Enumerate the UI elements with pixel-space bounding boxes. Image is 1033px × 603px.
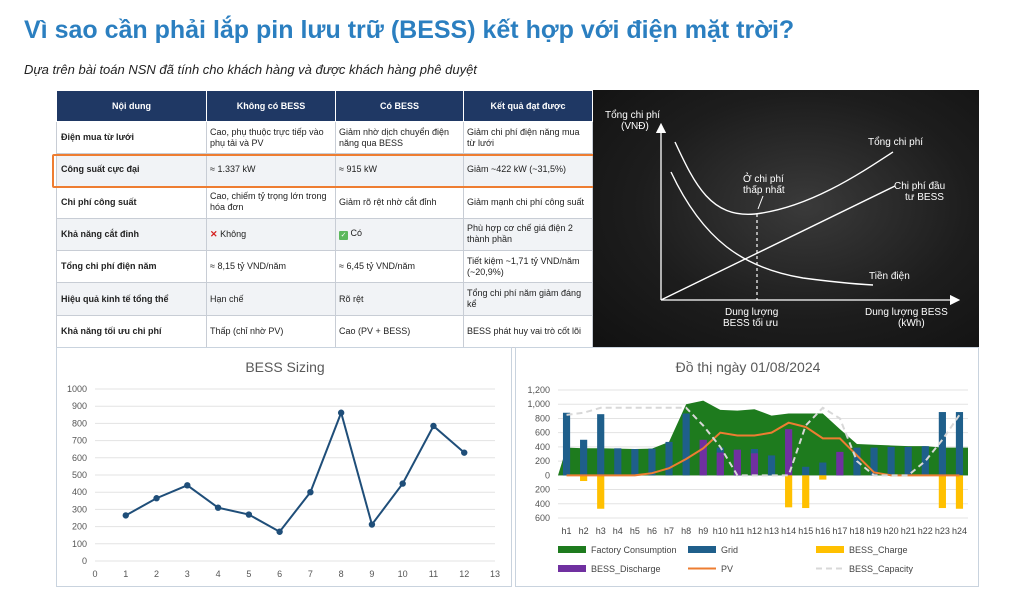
cell-with-bess: Giảm nhờ dịch chuyển điện năng qua BESS	[336, 122, 464, 154]
y-tick-label: 800	[534, 413, 550, 424]
x-tick-label: 9	[369, 569, 375, 579]
x-tick-label: h12	[746, 526, 762, 536]
cell-with-bess	[336, 218, 464, 250]
bess-investment-label: Chi phí đầu	[894, 181, 946, 192]
x-tick-label: 10	[397, 569, 408, 579]
bess-charge-bar	[597, 475, 604, 508]
table-row	[57, 283, 593, 315]
y-tick-label: 1000	[66, 384, 87, 394]
legend-label: BESS_Charge	[849, 545, 908, 555]
cell-with-bess: Rõ rệt	[336, 283, 464, 315]
x-tick-label: h5	[629, 526, 640, 536]
x-tick-label: h10	[712, 526, 728, 536]
data-point	[184, 482, 190, 488]
data-point	[276, 529, 282, 535]
grid-bar	[597, 414, 604, 475]
comparison-table	[56, 90, 593, 348]
y-tick-label: 1,200	[527, 385, 550, 395]
cell-result: Giảm ~422 kW (~31,5%)	[464, 154, 593, 186]
row-label: Chi phí công suất	[57, 186, 207, 218]
y-tick-label: 0	[544, 470, 550, 481]
y-tick-label: 800	[71, 418, 87, 429]
x-tick-label: h14	[781, 526, 797, 536]
grid-bar	[922, 446, 929, 475]
legend-swatch	[558, 546, 586, 553]
cell-result: Giảm chi phí điện năng mua từ lưới	[464, 122, 593, 154]
x-tick-label: 5	[246, 569, 252, 579]
grid-bar	[905, 447, 912, 475]
grid-bar	[802, 467, 809, 476]
y-tick-label: 900	[71, 401, 87, 412]
cell-without-bess: Cao, phụ thuộc trực tiếp vào phụ tải và PV	[207, 122, 336, 154]
y-tick-label: 400	[534, 498, 550, 509]
daily-load-chart	[515, 347, 979, 587]
bess-sizing-chart	[56, 347, 512, 587]
y-tick-label: 600	[534, 513, 550, 523]
y-tick-label: 100	[71, 538, 87, 549]
data-point	[123, 512, 129, 518]
table-row	[57, 251, 593, 283]
legend-label: BESS_Discharge	[591, 564, 661, 574]
data-point	[369, 521, 375, 527]
legend-swatch	[688, 546, 716, 553]
row-label: Công suất cực đại	[57, 154, 207, 186]
bess-charge-bar	[802, 475, 809, 508]
row-label: Tổng chi phí điện năm	[57, 251, 207, 283]
x-axis-unit: (kWh)	[898, 318, 925, 329]
cell-result: Tiết kiệm ~1,71 tỷ VND/năm (~20,9%)	[464, 251, 593, 283]
cell-result: BESS phát huy vai trò cốt lõi	[464, 315, 593, 347]
x-tick-label: 1	[123, 569, 129, 579]
x-tick-label: 8	[338, 569, 344, 579]
data-point	[430, 423, 436, 429]
cross-mark-icon: ✕	[210, 228, 218, 239]
grid-bar	[819, 463, 826, 476]
x-tick-label: h6	[646, 526, 657, 536]
bess-charge-bar	[819, 475, 826, 479]
cost-optimization-diagram	[593, 90, 979, 348]
optimal-capacity-label: Dung lượng	[725, 307, 779, 318]
x-tick-label: h19	[866, 526, 882, 536]
x-tick-label: h2	[578, 526, 589, 536]
bess-charge-bar	[956, 475, 963, 508]
y-tick-label: 500	[71, 470, 87, 480]
x-tick-label: h4	[612, 526, 623, 536]
grid-bar	[580, 440, 587, 476]
cell-without-bess	[207, 218, 336, 250]
header-without-bess: Không có BESS	[207, 91, 336, 122]
table-row	[57, 122, 593, 154]
table-row	[57, 315, 593, 347]
y-tick-label: 300	[71, 504, 87, 515]
y-tick-label: 700	[71, 435, 87, 446]
electricity-cost-label: Tiền điện	[869, 271, 910, 282]
y-tick-label: 400	[71, 487, 87, 498]
data-point	[153, 495, 159, 501]
grid-bar	[665, 442, 672, 475]
bess-discharge-bar	[836, 452, 843, 475]
x-axis-label: Dung lượng BESS	[865, 307, 948, 318]
data-point	[461, 449, 467, 455]
min-cost-arrow	[758, 196, 763, 209]
data-point	[215, 504, 221, 510]
cell-result: Phù hợp cơ chế giá điện 2 thành phần	[464, 218, 593, 250]
x-tick-label: 13	[489, 569, 501, 579]
x-tick-label: h7	[664, 526, 675, 536]
data-point	[399, 480, 405, 486]
row-label: Khả năng cắt đỉnh	[57, 218, 207, 250]
cell-text: Không	[220, 228, 247, 239]
min-cost-label-2: thấp nhất	[743, 185, 785, 196]
legend-swatch	[558, 565, 586, 572]
row-label: Khả năng tối ưu chi phí	[57, 315, 207, 347]
x-tick-label: h22	[917, 526, 933, 536]
legend-label: Grid	[721, 545, 739, 555]
cell-with-bess: Cao (PV + BESS)	[336, 315, 464, 347]
y-axis-unit: (VNĐ)	[621, 121, 649, 132]
cell-without-bess: ≈ 1.337 kW	[207, 154, 336, 186]
grid-bar	[563, 413, 570, 476]
series-line	[126, 413, 464, 532]
cell-without-bess: Cao, chiếm tỷ trọng lớn trong hóa đơn	[207, 186, 336, 218]
header-content: Nội dung	[57, 91, 207, 122]
cell-result: Giảm mạnh chi phí công suất	[464, 186, 593, 218]
y-tick-label: 200	[534, 456, 550, 467]
y-axis-label: Tổng chi phí	[605, 110, 661, 121]
x-tick-label: h23	[934, 526, 950, 536]
x-tick-label: 4	[215, 569, 221, 579]
total-cost-label: Tổng chi phí	[868, 137, 924, 148]
x-tick-label: 3	[184, 569, 190, 579]
data-point	[307, 489, 313, 495]
page-subtitle: Dựa trên bài toán NSN đã tính cho khách hàng và được khách hàng phê duyệt	[24, 62, 477, 77]
x-tick-label: h9	[698, 526, 709, 536]
legend-swatch	[816, 546, 844, 553]
row-label: Điện mua từ lưới	[57, 122, 207, 154]
row-label: Hiệu quả kinh tế tổng thể	[57, 283, 207, 315]
x-tick-label: h17	[832, 526, 848, 536]
bess-charge-bar	[939, 475, 946, 508]
y-tick-label: 1,000	[527, 399, 550, 410]
cell-without-bess: ≈ 8,15 tỷ VND/năm	[207, 251, 336, 283]
cell-text: Có	[350, 228, 363, 239]
x-tick-label: 12	[459, 569, 470, 579]
bess-discharge-bar	[751, 453, 758, 475]
x-tick-label: h20	[883, 526, 899, 536]
x-tick-label: 7	[307, 569, 313, 579]
y-tick-label: 400	[534, 441, 550, 452]
cell-with-bess: ≈ 6,45 tỷ VND/năm	[336, 251, 464, 283]
table-header-row	[57, 91, 593, 122]
y-tick-label: 200	[71, 521, 87, 532]
table-row	[57, 186, 593, 218]
x-tick-label: h3	[595, 526, 606, 536]
page-title: Vì sao cần phải lắp pin lưu trữ (BESS) kết hợp với điện mặt trời?	[24, 16, 795, 44]
x-tick-label: h24	[951, 526, 967, 536]
y-tick-label: 0	[81, 556, 87, 566]
bess-investment-line	[661, 186, 895, 300]
bess-sizing-svg	[57, 348, 513, 588]
grid-bar	[888, 447, 895, 475]
grid-bar	[631, 449, 638, 475]
y-tick-label: 600	[534, 427, 550, 438]
cell-without-bess: Hạn chế	[207, 283, 336, 315]
grid-bar	[614, 448, 621, 475]
x-tick-label: 2	[154, 569, 160, 579]
cell-with-bess: ≈ 915 kW	[336, 154, 464, 186]
header-with-bess: Có BESS	[336, 91, 464, 122]
legend-label: BESS_Capacity	[849, 564, 914, 574]
x-tick-label: 11	[428, 569, 439, 579]
y-tick-label: 600	[71, 452, 87, 463]
data-point	[246, 511, 252, 517]
daily-load-svg	[516, 348, 980, 588]
bess-investment-label-2: tư BESS	[905, 192, 944, 203]
y-tick-label: 200	[534, 484, 550, 495]
grid-bar	[956, 412, 963, 475]
table-row	[57, 218, 593, 250]
x-tick-label: h21	[900, 526, 916, 536]
x-tick-label: h13	[764, 526, 780, 536]
grid-bar	[683, 413, 690, 475]
data-point	[338, 410, 344, 416]
legend-label: PV	[721, 564, 734, 574]
cell-without-bess: Thấp (chỉ nhờ PV)	[207, 315, 336, 347]
optimal-capacity-label-2: BESS tối ưu	[723, 318, 779, 329]
grid-bar	[648, 449, 655, 476]
table-row	[57, 154, 593, 186]
cell-result: Tổng chi phí năm giảm đáng kể	[464, 283, 593, 315]
x-tick-label: h11	[730, 526, 745, 536]
legend-label: Factory Consumption	[591, 545, 677, 555]
cell-with-bess: Giảm rõ rệt nhờ cắt đỉnh	[336, 186, 464, 218]
x-tick-label: h8	[681, 526, 692, 536]
x-tick-label: h16	[815, 526, 831, 536]
bess-charge-bar	[785, 475, 792, 507]
chart-title: BESS Sizing	[245, 359, 325, 375]
x-tick-label: 0	[92, 569, 98, 579]
x-tick-label: h15	[798, 526, 814, 536]
check-mark-icon: ✓	[340, 232, 347, 240]
x-tick-label: h18	[849, 526, 865, 536]
chart-title: Đồ thị ngày 01/08/2024	[675, 359, 821, 375]
grid-bar	[768, 455, 775, 475]
min-cost-label: Ở chi phí	[743, 174, 784, 185]
bess-discharge-bar	[717, 453, 724, 476]
x-tick-label: h1	[561, 526, 572, 536]
x-tick-label: 6	[277, 569, 283, 579]
header-result: Kết quả đạt được	[464, 91, 593, 122]
